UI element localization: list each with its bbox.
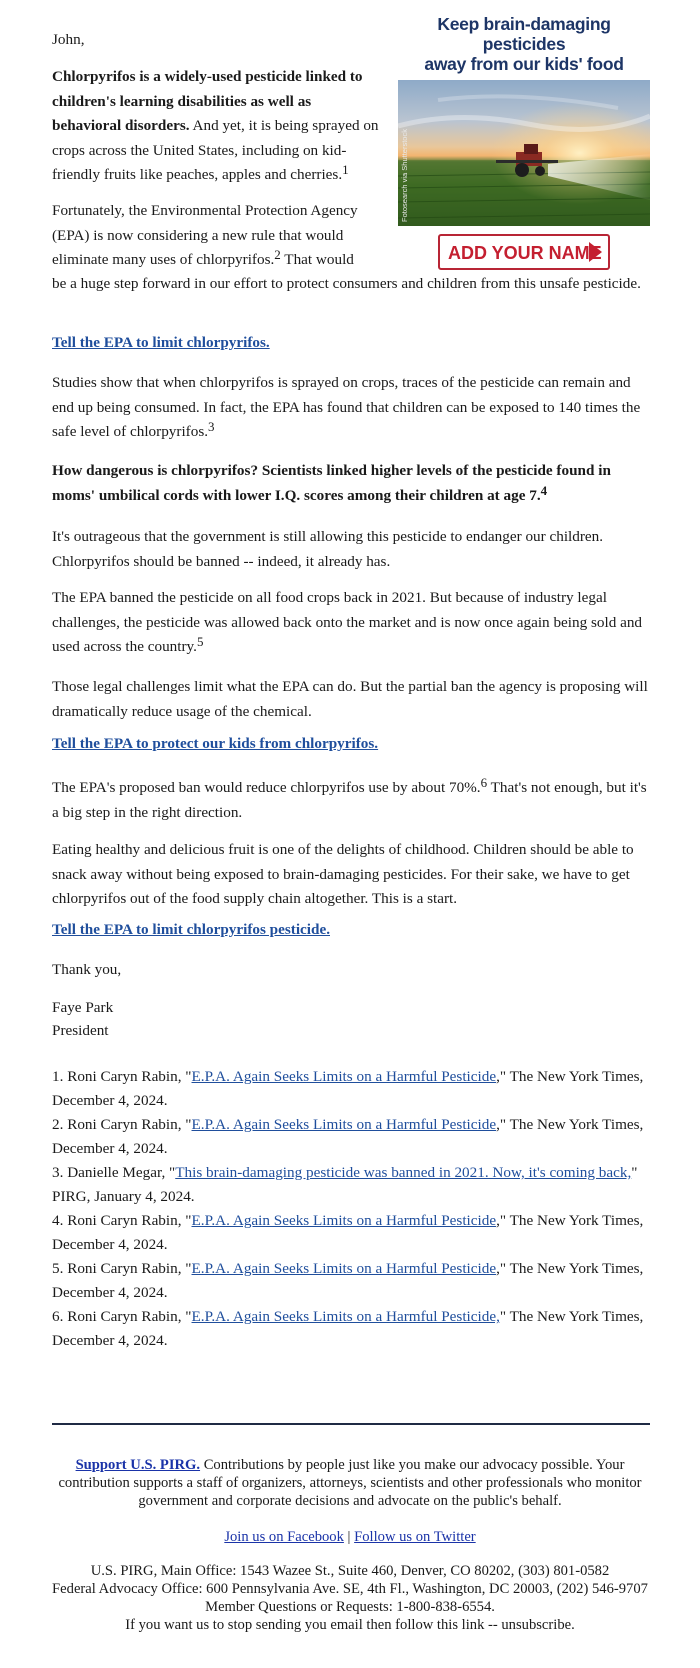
reference-number: 1. (52, 1068, 64, 1085)
paragraph-how-dangerous (52, 459, 650, 508)
twitter-link[interactable]: Follow us on Twitter (354, 1529, 476, 1545)
cta-link-limit-chlorpyrifos[interactable]: Tell the EPA to limit chlorpyrifos. (52, 334, 270, 351)
intro-bold: Chlorpyrifos is a widely-used pesticide linked to children's learning disabilities as well as behavioral disorders. (52, 68, 363, 134)
footer (40, 1456, 660, 1634)
reference-author: Roni Caryn Rabin, " (63, 1212, 192, 1229)
promo-title-line-2: away from our kids' food (424, 54, 624, 74)
reference-item (52, 1209, 650, 1257)
footer-divider (52, 1423, 650, 1425)
federal-office-address: Federal Advocacy Office: 600 Pennsylvania Ave. SE, 4th Fl., Washington, DC 20003, (202) 546-9707 (52, 1581, 648, 1597)
reference-item (52, 1113, 650, 1161)
footnote-marker-2: 2 (274, 247, 281, 262)
reference-link[interactable]: E.P.A. Again Seeks Limits on a Harmful Pesticide (191, 1212, 497, 1229)
reference-link[interactable]: E.P.A. Again Seeks Limits on a Harmful Pesticide (191, 1260, 497, 1277)
reference-item (52, 1065, 650, 1113)
greeting: John, (52, 31, 85, 48)
cta-link-protect-kids[interactable]: Tell the EPA to protect our kids from chlorpyrifos. (52, 735, 379, 752)
paragraph-outrageous: It's outrageous that the government is still allowing this pesticide to endanger our children. Chlorpyrifos should be banned -- indeed, it already has. (52, 528, 604, 570)
main-office-address: U.S. PIRG, Main Office: 1543 Wazee St., Suite 460, Denver, CO 80202, (303) 801-0582 (90, 1563, 610, 1579)
epa-rule-text: Fortunately, the Environmental Protection Agency (EPA) is now considering a new rule that would eliminate many uses of chlorpyrifos. (52, 202, 358, 268)
how-dangerous-text: How dangerous is chlorpyrifos? Scientists linked higher levels of the pesticide found in moms' umbilical cords with lower I.Q. scores among their children at age 7. (52, 462, 611, 504)
paragraph-epa-rule-continued: be a huge step forward in our effort to protect consumers and children from this unsafe pesticide. (52, 275, 641, 292)
paragraph-intro (52, 65, 382, 188)
reference-link[interactable]: E.P.A. Again Seeks Limits on a Harmful Pesticide, (191, 1308, 500, 1325)
reference-item (52, 1257, 650, 1305)
ban-history-text: The EPA banned the pesticide on all food crops back in 2021. But because of industry legal challenges, the pesticide was allowed back onto the market and is now once again being sold and used across the country. (52, 589, 643, 655)
reference-source: ," The New York Times, December 4, 2024. (52, 1260, 644, 1301)
reference-author: Danielle Megar, " (63, 1164, 176, 1181)
reference-link[interactable]: This brain-damaging pesticide was banned in 2021. Now, it's coming back, (175, 1164, 632, 1181)
reference-source: ," The New York Times, December 4, 2024. (52, 1212, 644, 1253)
reference-number: 6. (52, 1308, 64, 1325)
paragraph-ban-history (52, 586, 650, 660)
reference-link[interactable]: E.P.A. Again Seeks Limits on a Harmful Pesticide (191, 1068, 497, 1085)
reference-number: 3. (52, 1164, 64, 1181)
references-list (52, 1065, 650, 1353)
tractor-spraying-photo[interactable] (398, 80, 650, 226)
reference-author: Roni Caryn Rabin, " (63, 1068, 192, 1085)
signer-title: President (52, 1022, 109, 1039)
studies-text: Studies show that when chlorpyrifos is sprayed on crops, traces of the pesticide can remain and end up being consumed. In fact, the EPA has found that children can be exposed to 140 times the safe level of chlorpyrifos. (52, 374, 641, 440)
footnote-marker-3: 3 (208, 419, 215, 434)
member-questions: Member Questions or Requests: 1-800-838-6554. (205, 1599, 495, 1615)
facebook-link[interactable]: Join us on Facebook (224, 1529, 344, 1545)
social-links (40, 1528, 660, 1546)
cta-link-limit-pesticide[interactable]: Tell the EPA to limit chlorpyrifos pesticide. (52, 921, 330, 938)
signoff: Thank you, (52, 961, 122, 978)
reference-author: Roni Caryn Rabin, " (63, 1308, 192, 1325)
promo-title-line-1: Keep brain-damaging pesticides (437, 14, 611, 54)
paragraph-healthy-fruit: Eating healthy and delicious fruit is one of the delights of childhood. Children should be able to snack away without being exposed to brain-damaging pesticides. For their sake, we have to get chlorpyrifos out of the food supply chain altogether. This is a start. (52, 841, 634, 907)
add-your-name-label: ADD YOUR NAME (448, 243, 602, 263)
reference-source: ," The New York Times, December 4, 2024. (52, 1068, 644, 1109)
footnote-marker-5: 5 (196, 634, 204, 649)
footnote-marker-6: 6 (480, 775, 488, 790)
photo-credit: Fotosearch via Shutterstock (400, 129, 409, 222)
footnote-marker-4: 4 (540, 482, 548, 498)
paragraph-studies (52, 371, 650, 445)
proposed-ban-rest: That's not enough, but it's a big step in the right direction. (52, 779, 647, 821)
reference-number: 2. (52, 1116, 64, 1133)
support-text: Contributions by people just like you make our advocacy possible. Your contribution supports a staff of organizers, attorneys, scientists and other professionals who monitor government and corporate decisions and advocate on the public's behalf. (58, 1457, 642, 1509)
reference-source: ," The New York Times, December 4, 2024. (52, 1116, 644, 1157)
reference-source: " PIRG, January 4, 2024. (52, 1164, 638, 1205)
reference-number: 5. (52, 1260, 64, 1277)
photo-illustration (398, 80, 650, 226)
intro-rest: And yet, it is being sprayed on crops across the United States, including on kid-friendly fruits like peaches, apples and cherries. (52, 117, 379, 183)
epa-rule-rest-a: That would (280, 251, 354, 268)
footnote-marker-1: 1 (342, 162, 349, 177)
reference-item (52, 1161, 650, 1209)
signer-name: Faye Park (52, 999, 114, 1016)
add-your-name-button[interactable] (438, 234, 610, 270)
reference-item (52, 1305, 650, 1353)
reference-author: Roni Caryn Rabin, " (63, 1260, 192, 1277)
reference-source: " The New York Times, December 4, 2024. (52, 1308, 644, 1349)
paragraph-proposed-ban (52, 776, 650, 825)
reference-link[interactable]: E.P.A. Again Seeks Limits on a Harmful Pesticide (191, 1116, 497, 1133)
reference-author: Roni Caryn Rabin, " (63, 1116, 192, 1133)
support-us-pirg-link[interactable]: Support U.S. PIRG. (75, 1457, 201, 1473)
unsubscribe-text[interactable]: If you want us to stop sending you email then follow this link -- unsubscribe. (125, 1617, 575, 1633)
social-separator: | (343, 1529, 355, 1545)
paragraph-legal-challenges: Those legal challenges limit what the EPA can do. But the partial ban the agency is proposing will dramatically reduce usage of the chemical. (52, 678, 648, 720)
support-paragraph (40, 1456, 660, 1510)
reference-number: 4. (52, 1212, 64, 1229)
play-arrow-icon (589, 242, 602, 262)
paragraph-epa-rule (52, 199, 382, 273)
proposed-ban-text: The EPA's proposed ban would reduce chlorpyrifos use by about 70%. (52, 779, 481, 796)
